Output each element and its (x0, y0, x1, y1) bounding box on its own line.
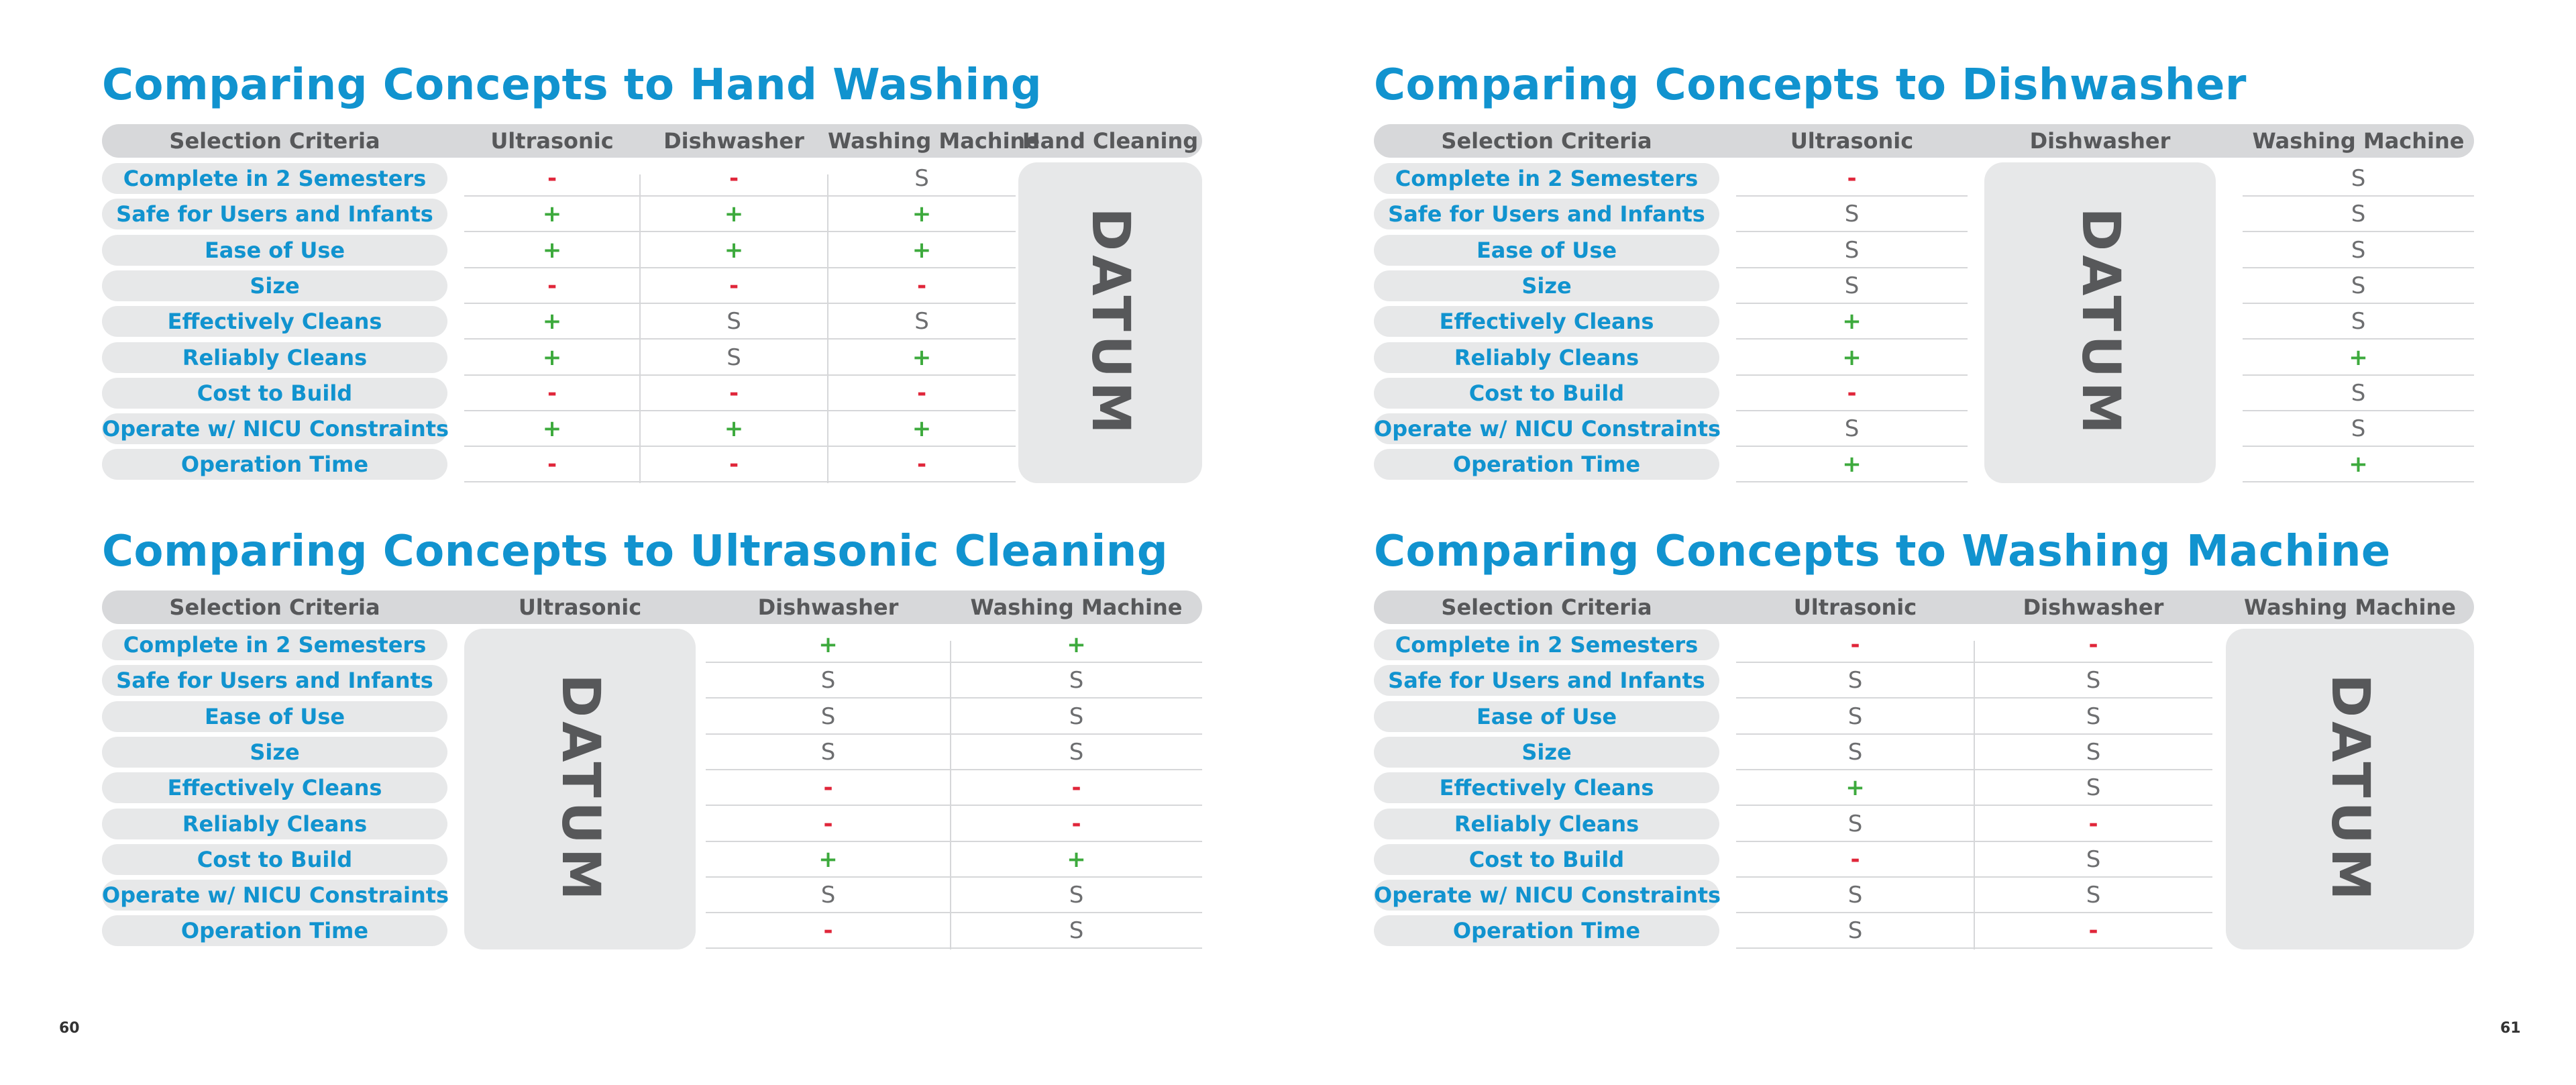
rating-cell: S (640, 304, 828, 340)
header-selection-criteria: Selection Criteria (169, 595, 380, 620)
criteria-label: Cost to Build (102, 378, 447, 409)
rating-cell: - (706, 770, 951, 806)
rating-cell: S (2243, 268, 2474, 304)
datum-label: DATUM (2070, 207, 2131, 438)
rating-cell: S (706, 878, 951, 913)
header-ultrasonic: Ultrasonic (518, 595, 642, 620)
page-number-left: 60 (59, 1020, 80, 1037)
comparison-table-4 (1374, 527, 2474, 956)
criteria-label: Reliably Cleans (102, 809, 447, 839)
rating-cell: S (1974, 699, 2212, 735)
rating-cell: S (640, 340, 828, 376)
rating-cell: S (951, 699, 1202, 735)
rating-cell: S (1736, 699, 1974, 735)
rating-cell: + (464, 340, 640, 376)
rating-cell: S (951, 735, 1202, 770)
criteria-label: Safe for Users and Infants (1374, 665, 1719, 696)
header-ultrasonic: Ultrasonic (490, 128, 614, 154)
rating-cell: - (464, 161, 640, 197)
criteria-label: Operation Time (102, 915, 447, 946)
header-dishwasher: Dishwasher (757, 595, 899, 620)
column-divider (639, 174, 641, 483)
table-title: Comparing Concepts to Hand Washing (102, 60, 1042, 110)
rating-cell: S (1736, 197, 1968, 232)
rating-cell: - (951, 807, 1202, 842)
rating-cell: S (1974, 842, 2212, 878)
header-selection-criteria: Selection Criteria (1441, 128, 1652, 154)
rating-cell: S (1736, 878, 1974, 913)
rating-cell: S (1736, 807, 1974, 842)
criteria-label: Complete in 2 Semesters (1374, 163, 1719, 194)
rating-cell: - (464, 376, 640, 411)
criteria-label: Operation Time (102, 449, 447, 480)
header-washing-machine: Washing Machine (2243, 595, 2456, 620)
rating-cell: + (951, 627, 1202, 663)
comparison-table-1 (102, 60, 1202, 490)
rating-cell: S (951, 913, 1202, 949)
rating-cell: S (1736, 913, 1974, 949)
criteria-label: Operation Time (1374, 449, 1719, 480)
criteria-label: Size (1374, 270, 1719, 301)
rating-cell: + (2243, 340, 2474, 376)
rating-cell: + (828, 197, 1016, 232)
comparison-table-2 (1374, 60, 2474, 490)
criteria-label: Ease of Use (1374, 235, 1719, 266)
rating-cell: S (1736, 268, 1968, 304)
rating-cell: + (464, 233, 640, 268)
header-hand-cleaning: Hand Cleaning (1022, 128, 1199, 154)
rating-cell: S (2243, 161, 2474, 197)
rating-cell: S (1974, 735, 2212, 770)
rating-cell: S (2243, 376, 2474, 411)
rating-cell: + (464, 197, 640, 232)
rating-cell: + (1736, 340, 1968, 376)
rating-cell: - (828, 268, 1016, 304)
rating-cell: + (828, 411, 1016, 447)
header-ultrasonic: Ultrasonic (1793, 595, 1917, 620)
rating-cell: S (706, 735, 951, 770)
rating-cell: + (951, 842, 1202, 878)
rating-cell: S (2243, 233, 2474, 268)
criteria-label: Operate w/ NICU Constraints (1374, 413, 1719, 444)
rating-cell: S (1736, 411, 1968, 447)
header-washing-machine: Washing Machine (828, 128, 1040, 154)
rating-cell: - (640, 268, 828, 304)
rating-cell: S (1974, 663, 2212, 699)
rating-cell: S (1974, 770, 2212, 806)
rating-cell: - (1736, 842, 1974, 878)
rating-cell: + (1736, 770, 1974, 806)
rating-cell: - (640, 447, 828, 482)
header-selection-criteria: Selection Criteria (169, 128, 380, 154)
page-number-right: 61 (2500, 1020, 2521, 1037)
rating-cell: S (828, 304, 1016, 340)
criteria-label: Size (102, 270, 447, 301)
criteria-label: Operation Time (1374, 915, 1719, 946)
criteria-label: Ease of Use (102, 701, 447, 732)
rating-cell: S (951, 663, 1202, 699)
rating-cell: S (706, 699, 951, 735)
header-washing-machine: Washing Machine (2252, 128, 2465, 154)
rating-cell: + (828, 340, 1016, 376)
criteria-label: Complete in 2 Semesters (102, 163, 447, 194)
rating-cell: - (640, 376, 828, 411)
datum-label: DATUM (2320, 674, 2380, 905)
criteria-label: Reliably Cleans (1374, 809, 1719, 839)
rating-cell: + (1736, 447, 1968, 482)
rating-cell: + (640, 233, 828, 268)
criteria-label: Safe for Users and Infants (102, 665, 447, 696)
rating-cell: - (1736, 376, 1968, 411)
rating-cell: - (828, 447, 1016, 482)
criteria-label: Operate w/ NICU Constraints (102, 413, 447, 444)
header-dishwasher: Dishwasher (2029, 128, 2171, 154)
rating-cell: - (706, 913, 951, 949)
criteria-label: Complete in 2 Semesters (102, 629, 447, 660)
datum-column (2226, 629, 2474, 949)
criteria-label: Effectively Cleans (1374, 306, 1719, 337)
datum-column (464, 629, 696, 949)
rating-cell: S (2243, 304, 2474, 340)
rating-cell: + (464, 411, 640, 447)
rating-cell: + (640, 411, 828, 447)
rating-cell: + (828, 233, 1016, 268)
criteria-label: Cost to Build (102, 844, 447, 875)
comparison-table-3 (102, 527, 1202, 956)
criteria-label: Ease of Use (1374, 701, 1719, 732)
column-divider (950, 641, 951, 949)
header-washing-machine: Washing Machine (970, 595, 1183, 620)
header-selection-criteria: Selection Criteria (1441, 595, 1652, 620)
criteria-label: Reliably Cleans (102, 342, 447, 373)
rating-cell: - (706, 807, 951, 842)
criteria-label: Effectively Cleans (1374, 772, 1719, 803)
rating-cell: - (1974, 627, 2212, 663)
rating-cell: S (951, 878, 1202, 913)
rating-cell: - (1974, 807, 2212, 842)
rating-cell: S (1736, 735, 1974, 770)
criteria-label: Operate w/ NICU Constraints (1374, 880, 1719, 911)
header-dishwasher: Dishwasher (2023, 595, 2164, 620)
criteria-label: Size (102, 737, 447, 768)
rating-cell: + (640, 197, 828, 232)
header-ultrasonic: Ultrasonic (1790, 128, 1914, 154)
rating-cell: + (706, 627, 951, 663)
rating-cell: - (1736, 161, 1968, 197)
criteria-label: Effectively Cleans (102, 772, 447, 803)
rating-cell: + (464, 304, 640, 340)
table-title: Comparing Concepts to Dishwasher (1374, 60, 2247, 110)
rating-cell: S (1736, 233, 1968, 268)
column-divider (1974, 641, 1975, 949)
datum-label: DATUM (1080, 207, 1140, 438)
rating-cell: - (464, 447, 640, 482)
criteria-label: Cost to Build (1374, 378, 1719, 409)
rating-cell: - (1736, 627, 1974, 663)
rating-cell: S (1736, 663, 1974, 699)
criteria-label: Safe for Users and Infants (102, 199, 447, 229)
datum-column (1018, 162, 1202, 483)
rating-cell: - (1974, 913, 2212, 949)
rating-cell: S (2243, 411, 2474, 447)
criteria-label: Safe for Users and Infants (1374, 199, 1719, 229)
table-title: Comparing Concepts to Washing Machine (1374, 527, 2391, 576)
rating-cell: + (1736, 304, 1968, 340)
criteria-label: Ease of Use (102, 235, 447, 266)
criteria-label: Effectively Cleans (102, 306, 447, 337)
rating-cell: S (706, 663, 951, 699)
rating-cell: - (640, 161, 828, 197)
criteria-label: Complete in 2 Semesters (1374, 629, 1719, 660)
table-title: Comparing Concepts to Ultrasonic Cleaning (102, 527, 1169, 576)
rating-cell: - (951, 770, 1202, 806)
rating-cell: S (1974, 878, 2212, 913)
criteria-label: Operate w/ NICU Constraints (102, 880, 447, 911)
rating-cell: - (828, 376, 1016, 411)
rating-cell: + (706, 842, 951, 878)
column-divider (827, 174, 828, 483)
rating-cell: + (2243, 447, 2474, 482)
criteria-label: Size (1374, 737, 1719, 768)
rating-cell: - (464, 268, 640, 304)
rating-cell: S (828, 161, 1016, 197)
datum-column (1984, 162, 2216, 483)
criteria-label: Reliably Cleans (1374, 342, 1719, 373)
rating-cell: S (2243, 197, 2474, 232)
header-dishwasher: Dishwasher (663, 128, 804, 154)
datum-label: DATUM (549, 674, 610, 905)
criteria-label: Cost to Build (1374, 844, 1719, 875)
